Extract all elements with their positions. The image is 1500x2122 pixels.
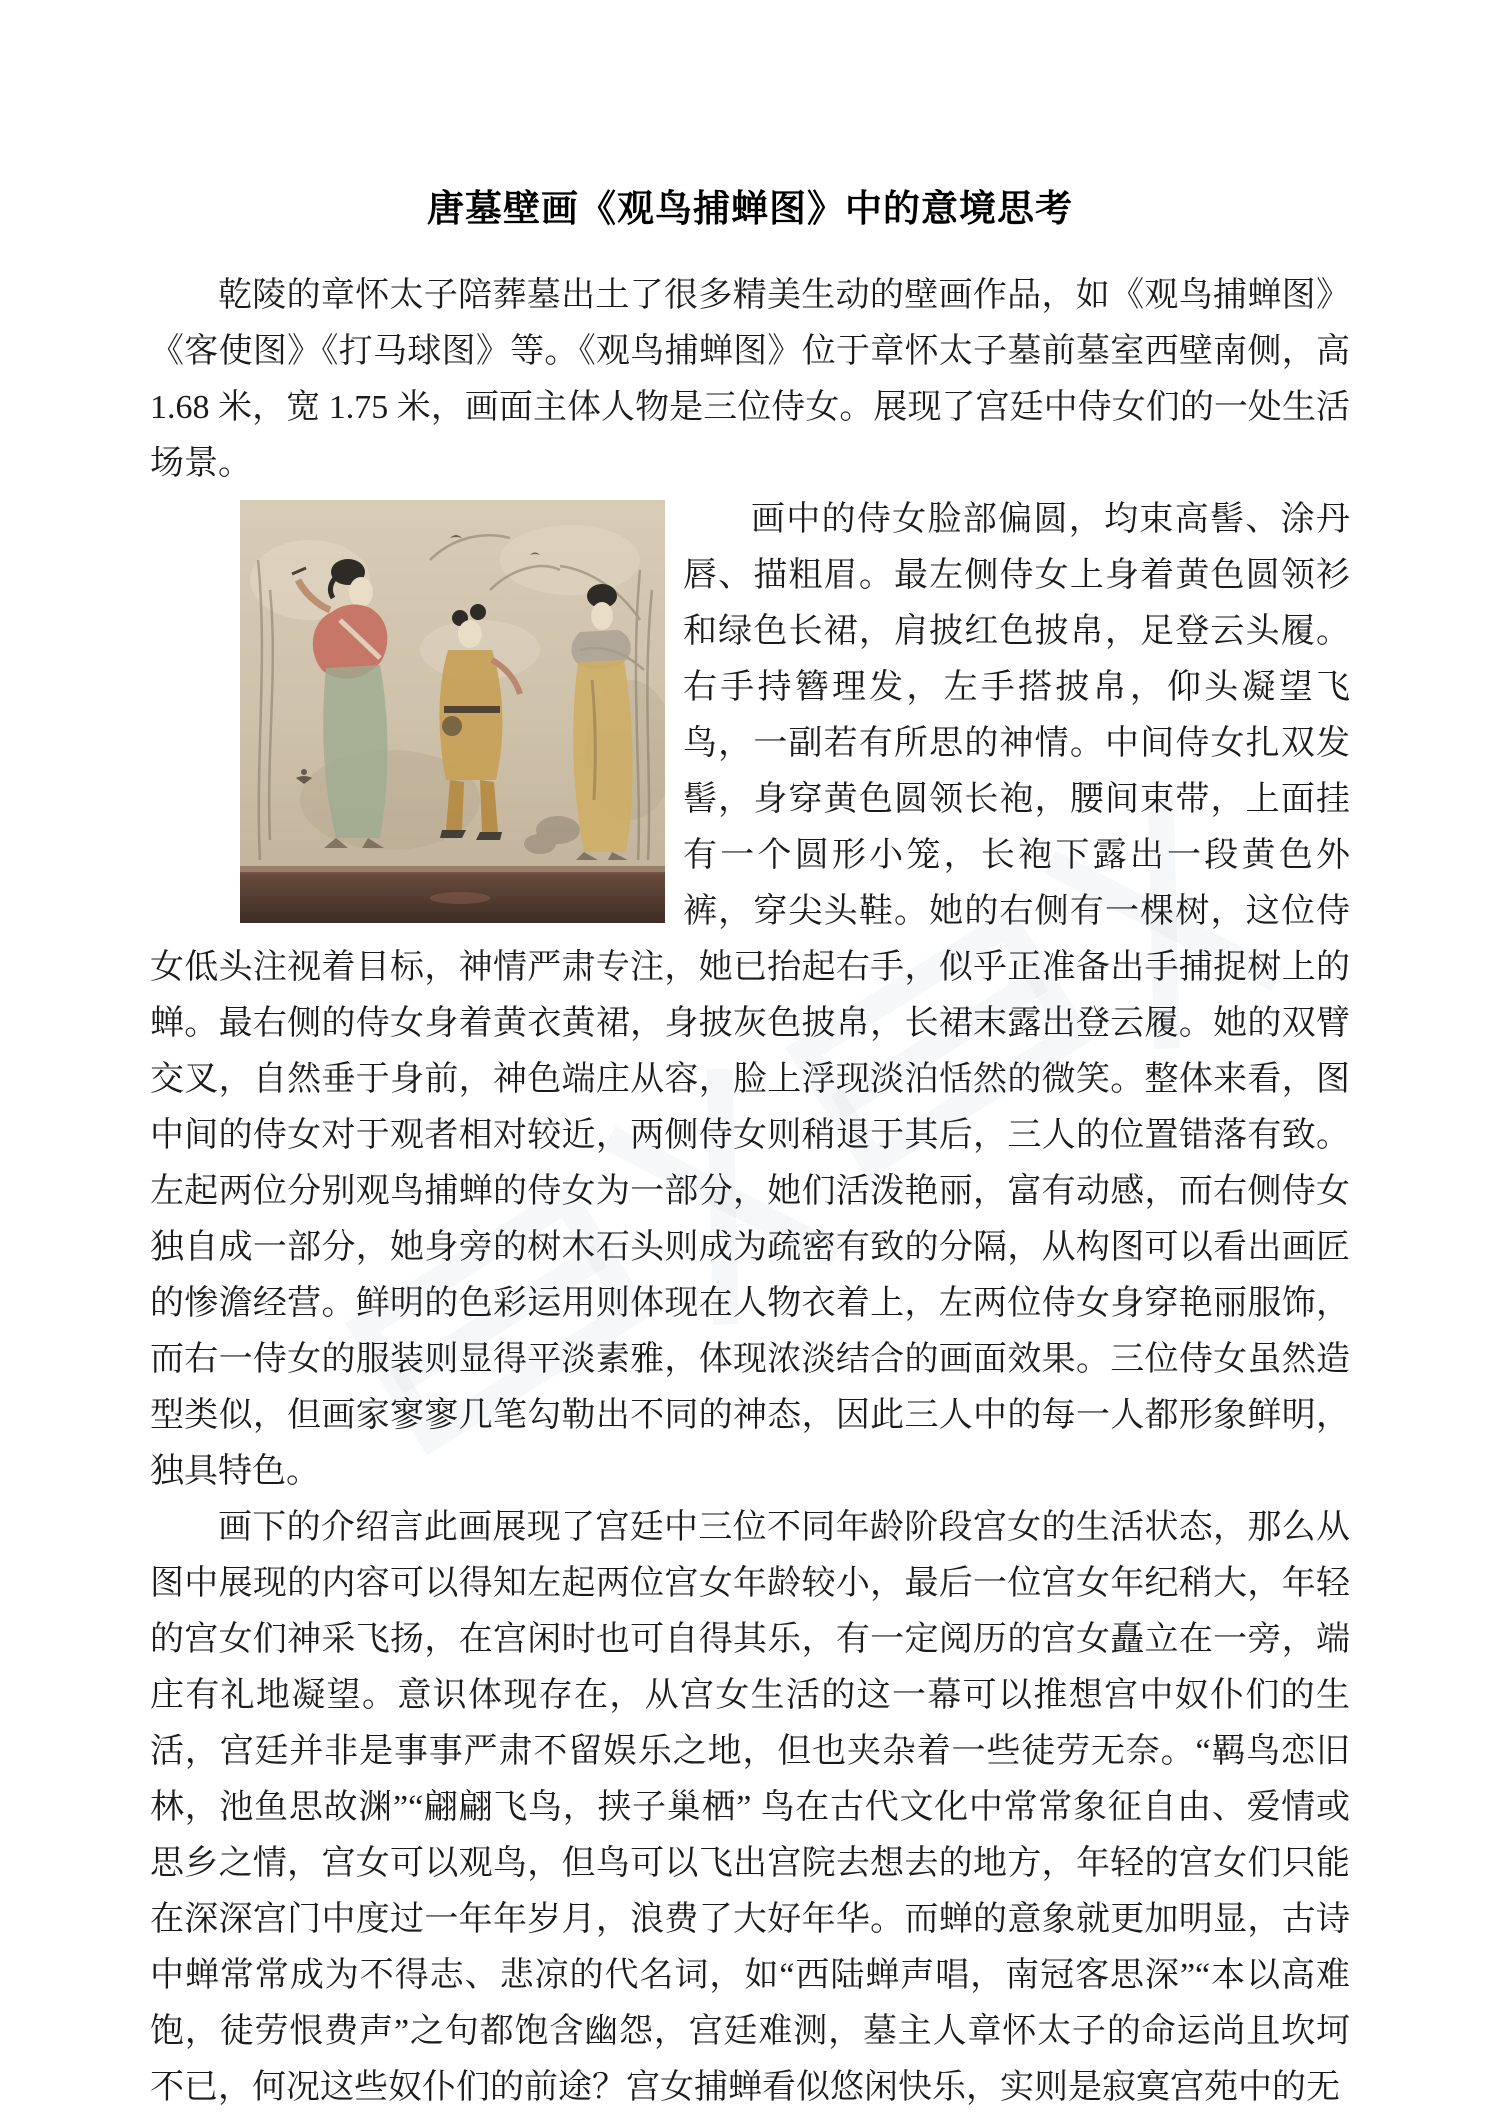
paragraph-intro: 乾陵的章怀太子陪葬墓出土了很多精美生动的壁画作品，如《观鸟捕蝉图》《客使图》《打马球图》等。《观鸟捕蝉图》位于章怀太子墓前墓室西壁南侧，高 1.68 米，宽 1.75 米，画面主体人物是三位侍女。展现了宫廷中侍女们的一处生活场景。 xyxy=(150,277,1350,482)
paragraph-analysis: 画下的介绍言此画展现了宫廷中三位不同年龄阶段宫女的生活状态，那么从图中展现的内容可以得知左起两位宫女年龄较小，最后一位宫女年纪稍大，年轻的宫女们神采飞扬，在宫闲时也可自得其乐，有一定阅历的宫女矗立在一旁，端庄有礼地凝望。意识体现存在，从宫女生活的这一幕可以推想宫中奴仆们的生活，宫廷并非是事事严肃不留娱乐之地，但也夹杂着一些徒劳无奈。“羁鸟恋旧林，池鱼思故渊”“翩翩飞鸟，挟子巢栖” 鸟在古代文化中常常象征自由、爱情或思乡之情，宫女可以观鸟，但鸟可以飞出宫院去想去的地方，年轻的宫女们只能在深深宫门中度过一年年岁月，浪费了大好年华。而蝉的意象就更加明显，古诗中蝉常常成为不得志、悲凉的代名词，如“西陆蝉声唱，南冠客思深”“本以高难饱，徒劳恨费声”之句都饱含幽怨，宫廷难测，墓主人章怀太子的命运尚且坎坷不已，何况这些奴仆们的前途？宫女捕蝉看似悠闲快乐，实则是寂寞宫苑中的无 xyxy=(150,1509,1350,2106)
document-body xyxy=(150,186,1350,2116)
paragraph-description-text: 画中的侍女脸部偏圆，均束高髻、涂丹唇、描粗眉。最左侧侍女上身着黄色圆领衫和绿色长裙，肩披红色披帛，足登云头履。右手持簪理发，左手搭披帛，仰头凝望飞鸟，一副若有所思的神情。中间侍女扎双发髻，身穿黄色圆领长袍，腰间束带，上面挂有一个圆形小笼，长袍下露出一段黄色外裤，穿尖头鞋。她的右侧有一棵树，这位侍女低头注视着目标，神情严肃专注，她已抬起右手，似乎正准备出手捕捉树上的蝉。最右侧的侍女身着黄衣黄裙，身披灰色披帛，长裙末露出登云履。她的双臂交叉，自然垂于身前，神色端庄从容，脸上浮现淡泊恬然的微笑。整体来看，图中间的侍女对于观者相对较近，两侧侍女则稍退于其后，三人的位置错落有致。左起两位分别观鸟捕蝉的侍女为一部分，她们活泼艳丽，富有动感，而右侧侍女独自成一部分，她身旁的树木石头则成为疏密有致的分隔，从构图可以看出画匠的惨澹经营。鲜明的色彩运用则体现在人物衣着上，左两位侍女身穿艳丽服饰，而右一侍女的服装则显得平淡素雅，体现浓淡结合的画面效果。三位侍女虽然造型类似，但画家寥寥几笔勾勒出不同的神态，因此三人中的每一人都形象鲜明，独具特色。 xyxy=(150,501,1350,1490)
page-title: 唐墓壁画《观鸟捕蝉图》中的意境思考 xyxy=(427,188,1073,229)
mural-image xyxy=(240,500,665,923)
paragraph-description xyxy=(150,492,1350,1500)
